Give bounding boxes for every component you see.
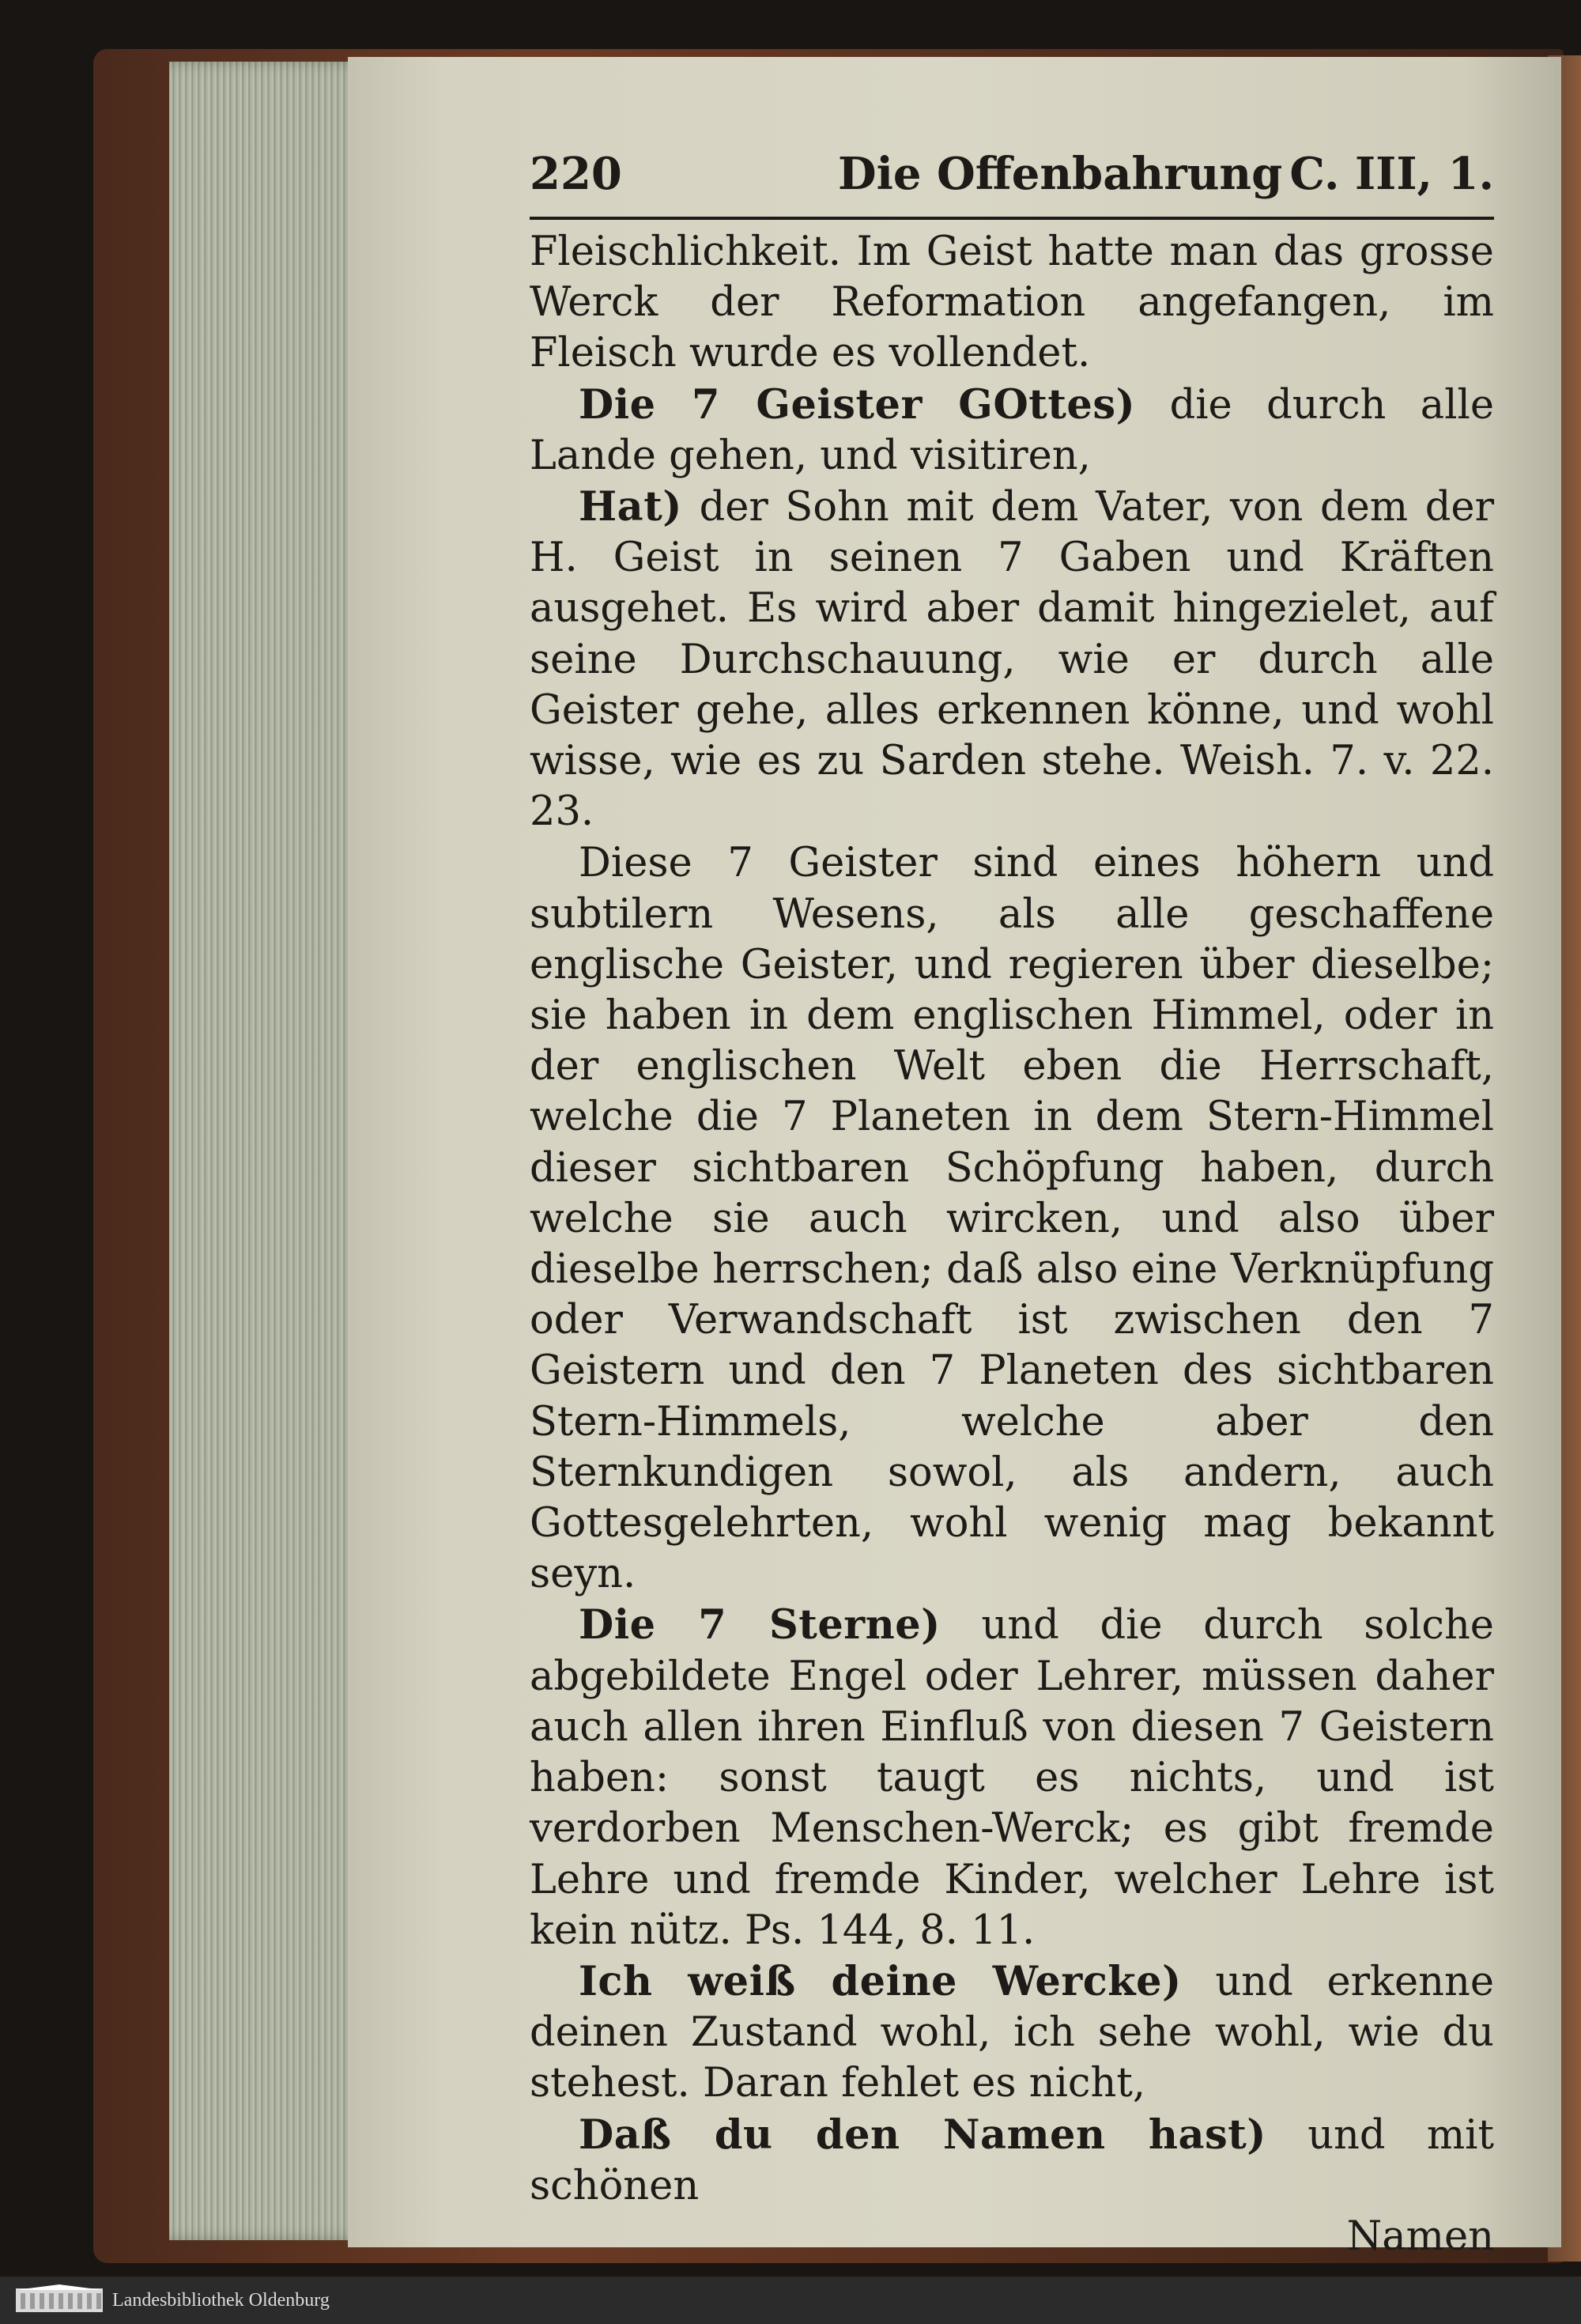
paragraph-text: Fleischlichkeit. Im Geist hatte man das grosse Werck der Reformation angefangen, im Fleisch wurde es vollendet.	[530, 229, 1494, 377]
paragraph-lemma: Hat)	[579, 483, 682, 531]
paragraph-lemma: Daß du den Namen hast)	[579, 2110, 1266, 2159]
paragraph-text: die durch alle Lande gehen, und visitiren,	[530, 381, 1495, 479]
paragraph-text: und die durch solche abgebildete Engel oder Lehrer, müssen daher auch allen ihren Einfluß von diesen 7 Geistern haben: sonst taugt es nichts, und ist verdorben Menschen-Werck; es gibt fremde Lehre und fremde Kinder, welcher Lehre ist kein nütz. Ps. 144, 8. 11.	[530, 1602, 1494, 1954]
paragraph	[530, 482, 1494, 837]
paragraph-lemma: Die 7 Sterne)	[579, 1601, 941, 1649]
paragraph	[530, 226, 1494, 380]
library-building-icon	[14, 2284, 104, 2314]
paragraph	[530, 2110, 1494, 2212]
page-content	[530, 149, 1494, 2262]
paragraph-text: der Sohn mit dem Vater, von dem der H. Geist in seinen 7 Gaben und Kräften ausgehet. Es wird aber damit hingezielet, auf seine Durchschauung, wie er durch alle Geister gehe, alles erkennen könne, und wohl wisse, wie es zu Sarden stehe. Weish. 7. v. 22. 23.	[530, 484, 1494, 836]
paragraph	[530, 837, 1494, 1600]
header-rule	[530, 217, 1494, 220]
paragraph	[530, 380, 1494, 482]
paragraph-lemma: Die 7 Geister GOttes)	[579, 380, 1136, 429]
catchword: Namen	[1346, 2213, 1494, 2260]
body-text	[530, 226, 1494, 2212]
paragraph	[530, 1600, 1494, 1956]
paragraph-text: und mit schönen	[530, 2111, 1494, 2209]
page-number: 220	[530, 148, 622, 200]
library-name: Landesbibliothek Oldenburg	[112, 2290, 330, 2311]
page-stack-edge	[169, 62, 365, 2240]
section-marker: C. III, 1.	[1289, 148, 1494, 200]
paragraph-text: und erkenne deinen Zustand wohl, ich sehe wohl, wie du stehest. Daran fehlet es nicht,	[530, 1958, 1494, 2107]
paragraph-text: Diese 7 Geister sind eines höhern und subtilern Wesens, als alle geschaffene englische Geister, und regieren über dieselbe; sie haben in dem englischen Himmel, oder in der englischen Welt eben die Herrschaft, welche die 7 Planeten in dem Stern-Himmel dieser sichtbaren Schöpfung haben, durch welche sie auch wircken, und also über dieselbe herrschen; daß also eine Verknüpfung oder Verwandschaft ist zwischen den 7 Geistern und den 7 Planeten des sichtbaren Stern-Himmels, welche aber den Sternkundigen sowol, als andern, auch Gottesgelehrten, wohl wenig mag bekannt seyn.	[530, 840, 1494, 1598]
running-title: Die Offenbahrung	[838, 148, 1283, 200]
paragraph-lemma: Ich weiß deine Wercke)	[579, 1957, 1182, 2005]
paragraph	[530, 1956, 1494, 2110]
page-header	[530, 149, 1494, 199]
